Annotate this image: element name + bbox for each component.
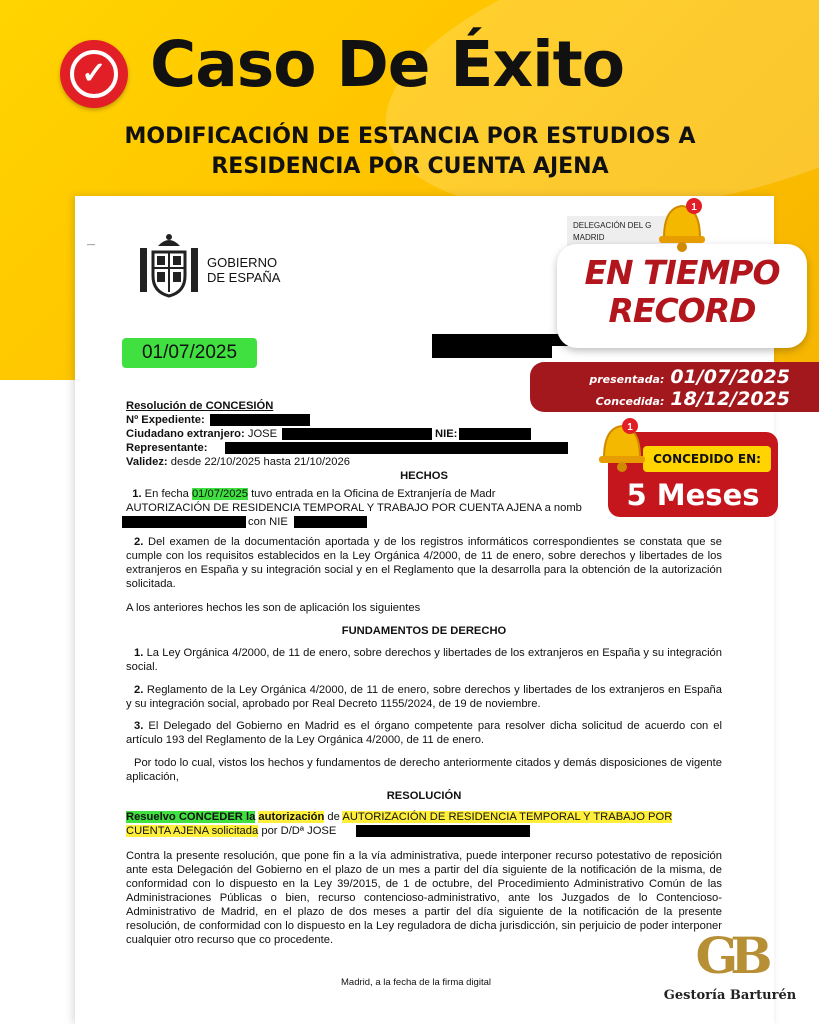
redaction	[432, 345, 552, 358]
record-line-1: EN TIEMPO	[584, 253, 780, 292]
hecho-1-date: 01/07/2025	[191, 488, 248, 500]
hechos-heading: HECHOS	[400, 470, 448, 482]
subtitle-line-1: MODIFICACIÓN DE ESTANCIA POR ESTUDIOS A	[124, 124, 696, 149]
contra-text: Contra la presente resolución, que pone fin a la vía administrativa, puede interponer recurso potestativo de reposición ante esta Delegación del Gobierno en el plazo de un mes a partir del día siguiente de la notificación de la misma, de conformidad con lo dispuesto en la Ley 39/2015, de 1 de octubre, del Procedimiento Administrativo Común de las Administraciones Públicas o bien, recurso contencioso-administrativo, ante los Juzgados de lo Contencioso-Administrativo de Madrid, en el plazo de dos meses a partir del día siguiente de la notificación de la presente resolución, de conformidad con lo dispuesto en la Ley reguladora de dicha jurisdicción, sin perjuicio de poder interponer cualquier otro recurso que co procedente.	[126, 850, 722, 946]
ciudadano-label: Ciudadano extranjero:	[126, 428, 245, 440]
aplicacion-text: A los anteriores hechos les son de aplicación los siguientes	[126, 602, 421, 614]
hecho-2	[126, 535, 722, 591]
logo-mark: GB	[695, 926, 765, 985]
hecho-2-text: Del examen de la documentación aportada y de los registros informáticos correspondientes se constata que se cumple con los requisitos establecidos en la Ley Orgánica 4/2000, de 11 de enero, sobre derechos y libertades de los extranjeros en España y su integración social y en el Reglamento que la desarrolla para la obtención de la autorización solicitada.	[126, 536, 722, 590]
hecho-2-num: 2.	[134, 536, 144, 548]
validez-value: desde 22/10/2025 hasta 21/10/2026	[170, 456, 350, 468]
logo-name: Gestoría Barturén	[663, 988, 797, 1003]
bell-count: 1	[691, 202, 697, 213]
coat-of-arms-icon	[138, 234, 200, 300]
bell-icon	[590, 414, 652, 474]
gobierno-label	[207, 255, 280, 285]
hecho-1-line-3: con NIE	[248, 516, 288, 528]
fundamento-1-text: La Ley Orgánica 4/2000, de 11 de enero, sobre derechos y libertades de los extranjeros en España y su integración social.	[126, 647, 722, 673]
resolucion-heading: RESOLUCIÓN	[386, 790, 462, 802]
presentada-row	[530, 366, 790, 388]
check-circle-icon: ✓	[60, 40, 128, 108]
gov-line-1: GOBIERNO	[207, 255, 278, 270]
concedido-value: 5 Meses	[626, 478, 760, 512]
record-badge	[557, 244, 807, 348]
concedida-value: 18/12/2025	[670, 388, 790, 410]
autorizacion-type-2: CUENTA AJENA solicitada	[126, 825, 259, 837]
white-margin	[0, 380, 75, 1024]
concedido-label: CONCEDIDO EN:	[643, 446, 771, 472]
fundamentos-heading: FUNDAMENTOS DE DERECHO	[341, 625, 507, 637]
redaction	[459, 428, 531, 440]
record-line-2: RECORD	[608, 291, 756, 330]
hecho-1-text-b: tuvo entrada en la Oficina de Extranjería de Madr	[251, 488, 496, 500]
solicitante-text: por D/Dª JOSE	[261, 825, 337, 837]
redaction	[282, 428, 432, 440]
hecho-1-num: 1.	[132, 488, 142, 500]
hecho-1-line-2: AUTORIZACIÓN DE RESIDENCIA TEMPORAL Y TRABAJO POR CUENTA AJENA a nomb	[126, 502, 582, 514]
autorizacion-text: autorización	[258, 811, 325, 823]
validez-row	[126, 455, 350, 469]
ciudadano-row	[126, 427, 277, 441]
page-title: Caso De Éxito	[150, 28, 625, 101]
expediente-label: Nº Expediente:	[126, 414, 205, 426]
redaction	[122, 516, 246, 528]
redaction	[356, 825, 530, 837]
nie-label: NIE:	[435, 428, 458, 440]
fundamento-2-text: Reglamento de la Ley Orgánica 4/2000, de 11 de enero, sobre derechos y libertades de los extranjeros en España y su integración social, aprobado por Real Decreto 1155/2024, de 19 de noviembre.	[126, 684, 722, 710]
por-todo-text: Por todo lo cual, vistos los hechos y fundamentos de derecho anteriormente citados y demás disposiciones de vigente aplicación,	[126, 757, 722, 783]
resolucion-title: Resolución de CONCESIÓN	[126, 400, 274, 412]
doc-mark: —	[87, 240, 95, 249]
footer-text: Madrid, a la fecha de la firma digital	[341, 977, 491, 988]
presentada-label: presentada:	[589, 373, 665, 386]
fundamento-2	[126, 683, 722, 711]
dates-band	[530, 362, 819, 412]
subtitle-line-2: RESIDENCIA POR CUENTA AJENA	[211, 154, 609, 179]
page-subtitle	[60, 122, 760, 182]
gov-line-2: DE ESPAÑA	[207, 270, 281, 285]
resolucion-line-1	[126, 810, 726, 824]
fundamento-1	[126, 646, 722, 674]
fundamento-2-num: 2.	[134, 684, 144, 696]
gestoria-logo	[660, 928, 800, 1018]
concedida-label: Concedida:	[595, 395, 665, 408]
resolucion-line-2	[126, 824, 336, 838]
representante-label: Representante:	[126, 442, 208, 454]
bell-icon	[650, 194, 712, 254]
redaction	[225, 442, 568, 454]
redaction	[210, 414, 310, 426]
concedida-row	[530, 388, 790, 410]
validez-label: Validez:	[126, 456, 168, 468]
resuelvo-text: Resuelvo CONCEDER la	[126, 811, 256, 823]
ciudadano-name: JOSE	[247, 428, 278, 440]
stamp-date: 01/07/2025	[122, 338, 257, 368]
hecho-1-text-a: En fecha	[144, 488, 189, 500]
redaction	[294, 516, 367, 528]
delegacion-line-1: DELEGACIÓN DEL G	[573, 221, 652, 230]
hecho-1-line-1	[126, 487, 596, 501]
de-text: de	[327, 811, 340, 823]
fundamento-3	[126, 719, 722, 747]
fundamento-1-num: 1.	[134, 647, 144, 659]
presentada-value: 01/07/2025	[670, 366, 790, 388]
delegacion-line-2: MADRID	[573, 233, 605, 242]
bell-count: 1	[627, 422, 633, 433]
autorizacion-type: AUTORIZACIÓN DE RESIDENCIA TEMPORAL Y TRABAJO POR	[342, 811, 673, 823]
fundamento-3-num: 3.	[134, 720, 144, 732]
fundamento-3-text: El Delegado del Gobierno en Madrid es el órgano competente para resolver dicha solicitud de acuerdo con el artículo 193 del Reglamento de la Ley Orgánica 4/2000, de 11 de enero.	[126, 720, 723, 746]
